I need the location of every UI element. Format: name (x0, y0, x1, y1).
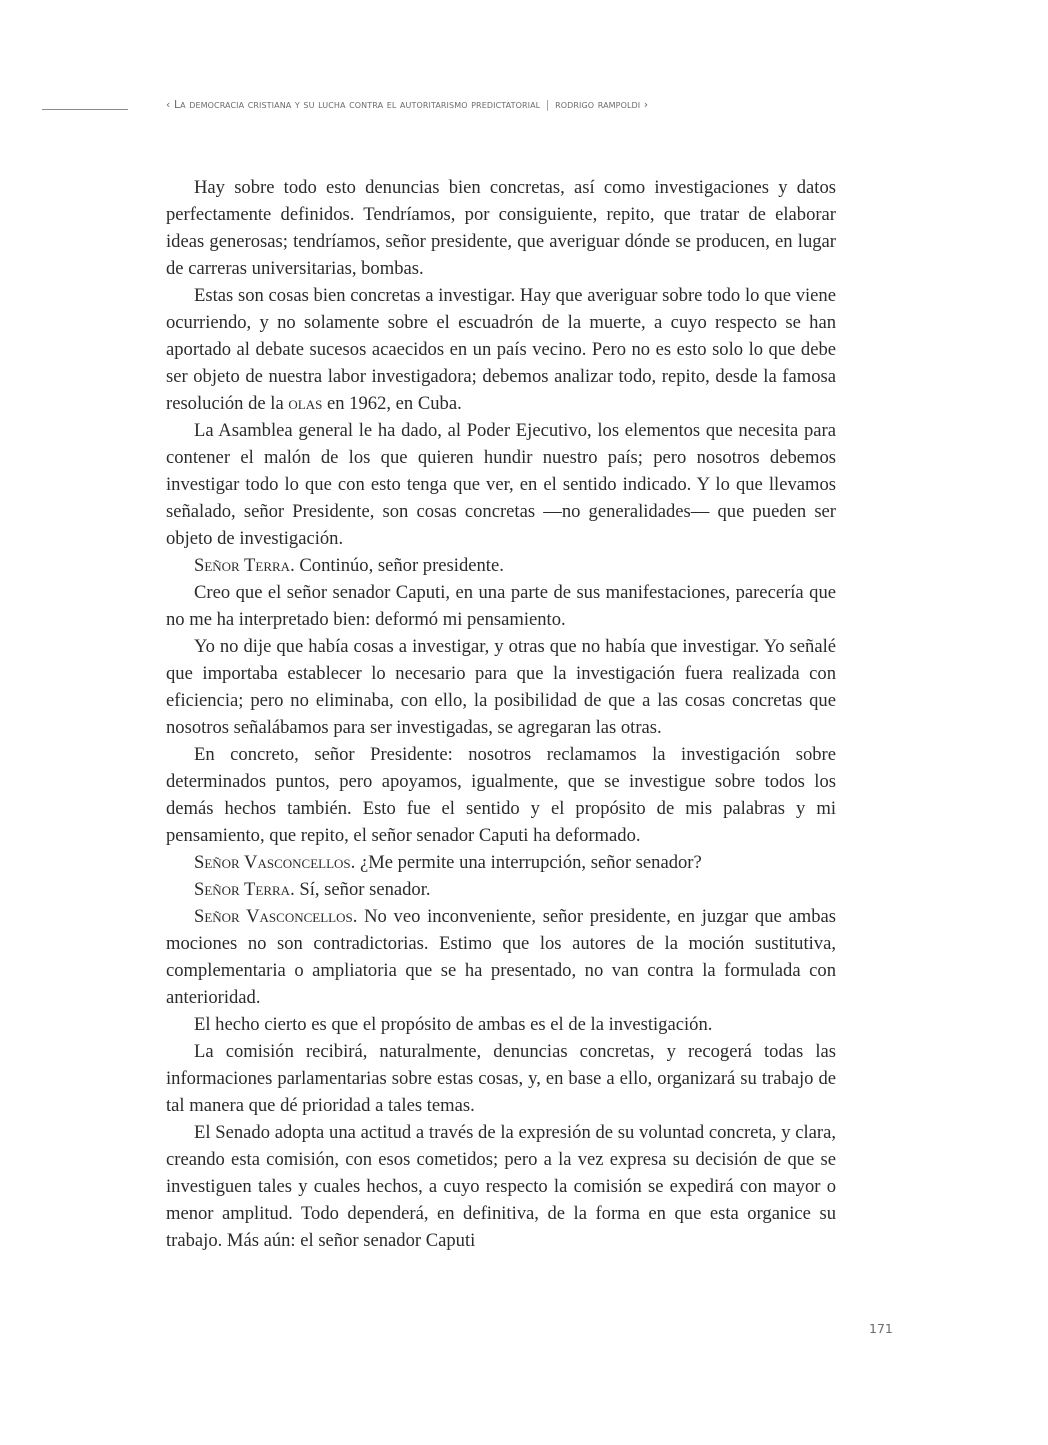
running-header (166, 98, 846, 111)
header-open-mark: ‹ (166, 98, 171, 111)
header-separator: | (545, 98, 550, 111)
speaker-name: Señor Vasconcellos. (194, 852, 356, 873)
paragraph: La Asamblea general le ha dado, al Poder Ejecutivo, los elementos que necesita para contener el malón de los que quieren hundir nuestro país; pero nosotros debemos investigar todo lo que con esto tenga que ver, en el sentido indicado. Y lo que llevamos señalado, señor Presidente, son cosas concretas —no generalidades— que pueden ser objeto de investigación. (166, 420, 836, 549)
speaker-name: Señor Terra. (194, 879, 295, 900)
paragraph (166, 876, 836, 903)
header-author: rodrigo rampoldi (555, 98, 641, 111)
paragraph: La comisión recibirá, naturalmente, denuncias concretas, y recogerá todas las informaciones parlamentarias sobre estas cosas, y, en base a ello, organizará su trabajo de tal manera que dé prioridad a tales temas. (166, 1041, 836, 1116)
speaker-name: Señor Terra. (194, 555, 295, 576)
page-number: 171 (869, 1321, 893, 1336)
header-close-mark: › (643, 98, 649, 111)
paragraph-text: No veo inconveniente, señor presidente, en juzgar que ambas mociones no son contradictorias. Estimo que los autores de la moción sustitutiva, complementaria o ampliatoria que se ha presentado, no van contra la formulada con anterioridad. (166, 906, 836, 1008)
main-text (166, 174, 836, 1254)
header-rule (42, 109, 128, 110)
paragraph: Hay sobre todo esto denuncias bien concretas, así como investigaciones y datos perfectamente definidos. Tendríamos, por consiguiente, repito, que tratar de elaborar ideas generosas; tendríamos, señor presidente, que averiguar dónde se producen, en lugar de carreras universitarias, bombas. (166, 177, 836, 279)
paragraph (166, 552, 836, 579)
paragraph (166, 849, 836, 876)
header-title: La democracia cristiana y su lucha contra el autoritarismo predictatorial (173, 98, 541, 111)
paragraph: En concreto, señor Presidente: nosotros reclamamos la investigación sobre determinados puntos, pero apoyamos, igualmente, que se investigue sobre todos los demás hechos también. Esto fue el sentido y el propósito de mis palabras y mi pensamiento, que repito, el señor senador Caputi ha deformado. (166, 744, 836, 846)
speaker-name: Señor Vasconcellos. (194, 906, 358, 927)
abbreviation-olas: olas (288, 393, 323, 414)
paragraph-text: en 1962, en Cuba. (322, 393, 462, 414)
paragraph (166, 282, 836, 417)
paragraph: El hecho cierto es que el propósito de ambas es el de la investigación. (194, 1014, 713, 1035)
paragraph-text: Sí, señor senador. (294, 879, 431, 900)
paragraph: El Senado adopta una actitud a través de la expresión de su voluntad concreta, y clara, creando esta comisión, con esos cometidos; pero a la vez expresa su decisión de que se investiguen tales y cuales hechos, a cuyo respecto la comisión se expedirá con mayor o menor amplitud. Todo dependerá, en definitiva, de la forma en que esta organice su trabajo. Más aún: el señor senador Caputi (166, 1122, 836, 1251)
paragraph-text: Continúo, señor presidente. (294, 555, 504, 576)
paragraph-text: ¿Me permite una interrupción, señor senador? (355, 852, 702, 873)
paragraph (166, 903, 836, 1011)
paragraph: Yo no dije que había cosas a investigar, y otras que no había que investigar. Yo señalé que importaba establecer lo necesario para que la investigación fuera realizada con eficiencia; pero no eliminaba, con ello, la posibilidad de que a las cosas concretas que nosotros señalábamos para ser investigadas, se agregaran las otras. (166, 636, 836, 738)
paragraph: Creo que el señor senador Caputi, en una parte de sus manifestaciones, parecería que no me ha interpretado bien: deformó mi pensamiento. (166, 582, 836, 630)
paragraph-text: Estas son cosas bien concretas a investigar. Hay que averiguar sobre todo lo que viene ocurriendo, y no solamente sobre el escuadrón de la muerte, a cuyo respecto se han aportado al debate sucesos acaecidos en un país vecino. Pero no es esto solo lo que debe ser objeto de nuestra labor investigadora; debemos analizar todo, repito, desde la famosa resolución de la (166, 285, 836, 414)
